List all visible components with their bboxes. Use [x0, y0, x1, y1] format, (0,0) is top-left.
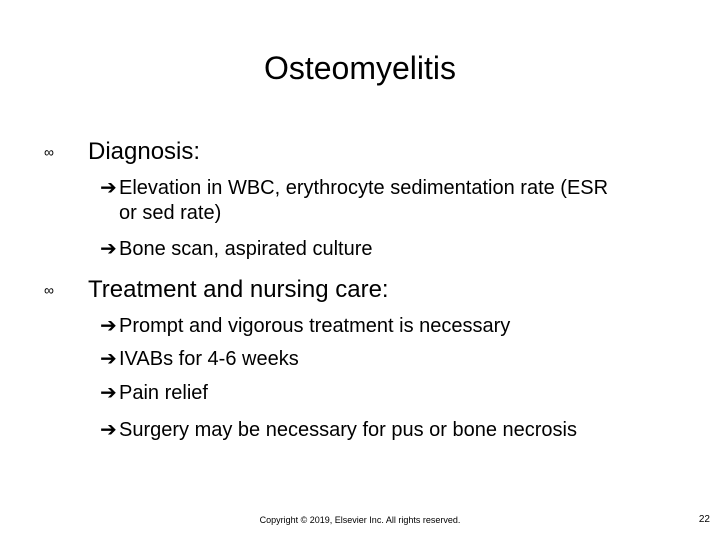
- sub-bullet-text: IVABs for 4-6 weeks: [119, 348, 299, 370]
- sub-bullet: [100, 418, 580, 443]
- bullet-icon: ∞: [44, 144, 54, 160]
- arrow-icon: ➔: [100, 348, 117, 370]
- arrow-icon: ➔: [100, 419, 117, 441]
- bullet-heading: Diagnosis:: [88, 138, 201, 165]
- page-number: 22: [698, 514, 710, 525]
- bullet-heading: Treatment and nursing care:: [88, 276, 389, 303]
- sub-bullet-text: Elevation in WBC, erythrocyte sedimentation rate (ESR or sed rate): [119, 177, 609, 224]
- copyright-footer: Copyright © 2019, Elsevier Inc. All rights reserved.: [259, 515, 461, 525]
- sub-bullet-text: Prompt and vigorous treatment is necessary: [119, 315, 511, 337]
- sub-bullet-text: Pain relief: [119, 382, 208, 404]
- bullet-icon: ∞: [44, 282, 54, 298]
- slide-title: Osteomyelitis: [263, 50, 457, 86]
- arrow-icon: ➔: [100, 238, 117, 260]
- arrow-icon: ➔: [100, 315, 117, 337]
- sub-bullet: [100, 347, 620, 372]
- sub-bullet: [100, 381, 620, 406]
- sub-bullet: [100, 237, 620, 262]
- sub-bullet-text: Bone scan, aspirated culture: [119, 238, 373, 260]
- sub-bullet: [100, 176, 620, 226]
- arrow-icon: ➔: [100, 382, 117, 404]
- arrow-icon: ➔: [100, 177, 117, 199]
- sub-bullet-text: Surgery may be necessary for pus or bone necrosis: [119, 419, 577, 441]
- sub-bullet: [100, 314, 620, 339]
